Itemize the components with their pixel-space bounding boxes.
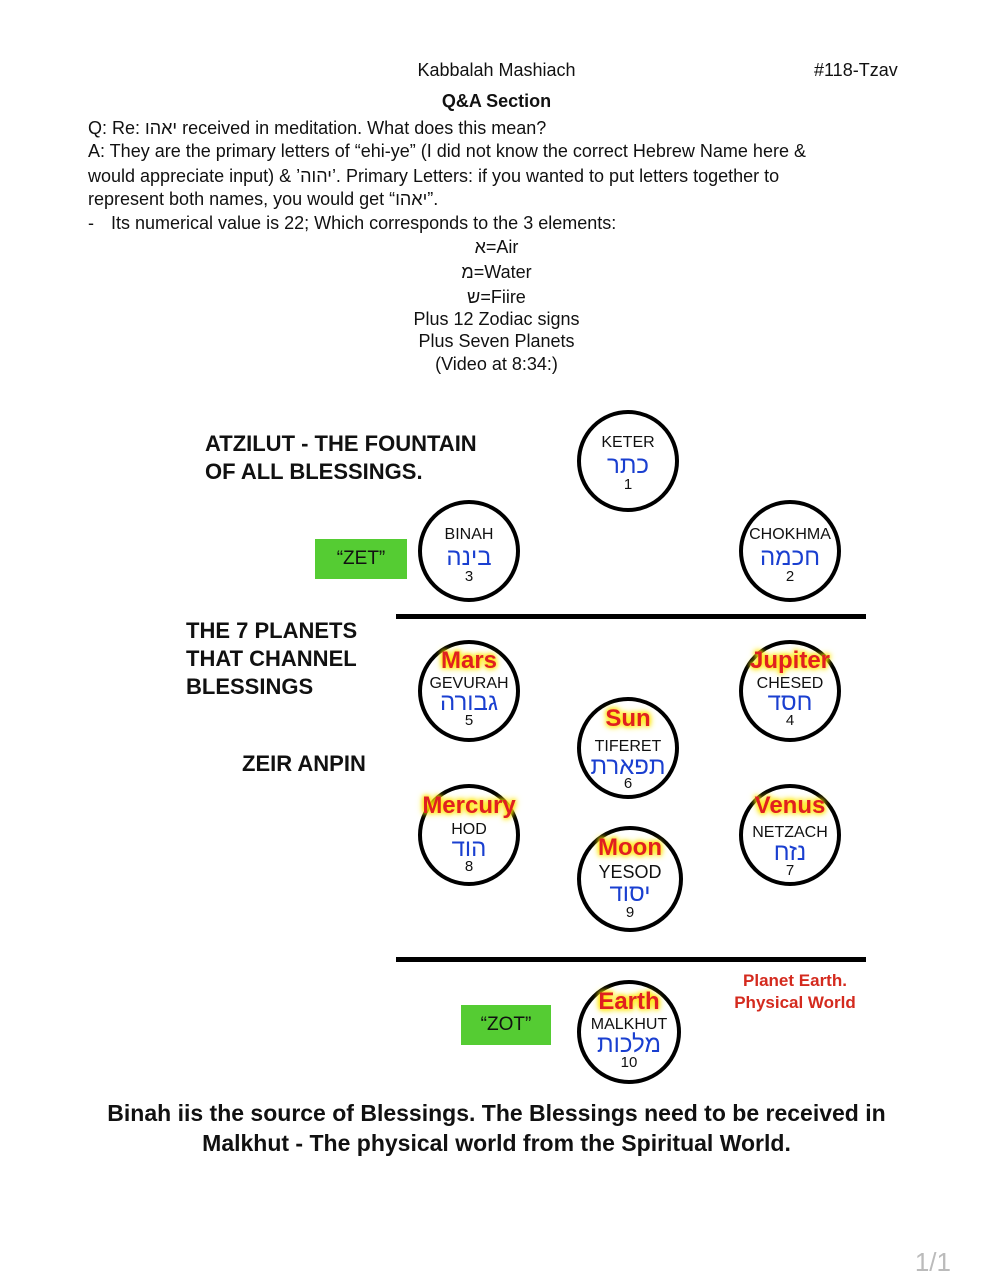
document-title: Kabbalah Mashiach	[417, 60, 576, 80]
yesod-hebrew: יסוד	[609, 880, 651, 907]
bullet-mark: -	[88, 213, 94, 233]
chesed-name: CHESED	[756, 675, 824, 692]
section-title: Q&A Section	[441, 91, 552, 111]
element-fire: ש=Fiire	[467, 287, 526, 307]
keter-hebrew: כתר	[607, 452, 649, 479]
element-water: מ=Water	[461, 262, 532, 282]
hod-number: 8	[464, 858, 474, 875]
venus-label: Venus	[754, 792, 826, 819]
keter-name: KETER	[601, 434, 655, 451]
malkhut-hebrew: מלכות	[597, 1031, 661, 1058]
hod-name: HOD	[451, 821, 487, 838]
sefirah-hod	[418, 784, 520, 886]
sefirah-binah	[418, 500, 520, 602]
atzilut-label-line-1: ATZILUT - THE FOUNTAIN	[205, 431, 477, 456]
planets-line: Plus Seven Planets	[418, 331, 575, 351]
answer-line-3: represent both names, you would get “יאהו”.	[88, 189, 439, 209]
sun-label: Sun	[605, 705, 651, 732]
chesed-hebrew: חסד	[767, 689, 813, 716]
yesod-name: YESOD	[598, 862, 662, 882]
document-code: #118-Tzav	[814, 60, 898, 80]
sefirah-yesod	[577, 826, 683, 932]
planets-label-line-1: THE 7 PLANETS	[186, 618, 358, 643]
gevurah-number: 5	[464, 712, 474, 729]
planets-label-line-3: BLESSINGS	[186, 674, 314, 699]
planets-label-line-2: THAT CHANNEL	[186, 646, 357, 671]
sefirah-chesed	[739, 640, 841, 742]
question-line: Q: Re: יאהו received in meditation. What does this mean?	[88, 118, 547, 138]
zodiac-line: Plus 12 Zodiac signs	[413, 309, 580, 329]
netzach-number: 7	[785, 862, 795, 879]
video-timestamp: (Video at 8:34:)	[435, 354, 558, 374]
conclusion-line-2: Malkhut - The physical world from the Spiritual World.	[202, 1130, 791, 1156]
gevurah-name: GEVURAH	[429, 675, 509, 692]
keter-number: 1	[623, 476, 633, 493]
atzilut-label-line-2: OF ALL BLESSINGS.	[205, 459, 423, 484]
answer-line-2: would appreciate input) & ’יהוה’. Primary Letters: if you wanted to put letters together to	[88, 166, 780, 186]
chesed-number: 4	[785, 712, 795, 729]
earth-label: Earth	[598, 988, 660, 1015]
binah-number: 3	[464, 568, 474, 585]
chokhma-number: 2	[785, 568, 795, 585]
element-air: א=Air	[474, 237, 519, 257]
chokhma-name: CHOKHMA	[749, 526, 831, 543]
lower-divider	[396, 957, 866, 962]
earth-note-line-1: Planet Earth.	[743, 971, 847, 990]
sefirah-malkhut	[577, 980, 681, 1084]
atzilut-label	[205, 430, 477, 486]
sefirah-gevurah	[418, 640, 520, 742]
hod-hebrew: הוד	[451, 835, 487, 862]
netzach-hebrew: נזח	[773, 839, 807, 866]
mars-label: Mars	[440, 647, 498, 674]
malkhut-number: 10	[620, 1054, 638, 1071]
tiferet-hebrew: תפארת	[590, 753, 666, 780]
earth-note-line-2: Physical World	[734, 993, 856, 1012]
netzach-name: NETZACH	[752, 824, 828, 841]
sefirah-chokhma	[739, 500, 841, 602]
answer-line-1: A: They are the primary letters of “ehi-ye” (I did not know the correct Hebrew Name here &	[88, 141, 806, 161]
page-indicator: 1/1	[914, 1247, 951, 1277]
yesod-number: 9	[625, 904, 635, 921]
tiferet-name: TIFERET	[594, 738, 662, 755]
malkhut-name: MALKHUT	[590, 1016, 668, 1033]
chokhma-hebrew: חכמה	[759, 544, 821, 571]
binah-name: BINAH	[444, 526, 494, 543]
zet-tag: “ZET”	[315, 539, 407, 579]
planets-label	[186, 617, 357, 701]
sefirah-keter	[577, 410, 679, 512]
zot-tag: “ZOT”	[461, 1005, 551, 1045]
upper-divider	[396, 614, 866, 619]
bullet-text: Its numerical value is 22; Which corresponds to the 3 elements:	[111, 213, 617, 233]
moon-label: Moon	[598, 834, 662, 861]
sefirah-tiferet	[577, 697, 679, 799]
conclusion-line-1: Binah iis the source of Blessings. The Blessings need to be received in	[107, 1100, 886, 1126]
jupiter-label: Jupiter	[749, 647, 830, 674]
zeir-anpin-label: ZEIR ANPIN	[242, 751, 366, 776]
binah-hebrew: בינה	[446, 544, 492, 571]
earth-note	[725, 970, 865, 1014]
sefirah-netzach	[739, 784, 841, 886]
gevurah-hebrew: גבורה	[439, 689, 499, 716]
tiferet-number: 6	[623, 775, 633, 792]
mercury-label: Mercury	[422, 792, 516, 819]
